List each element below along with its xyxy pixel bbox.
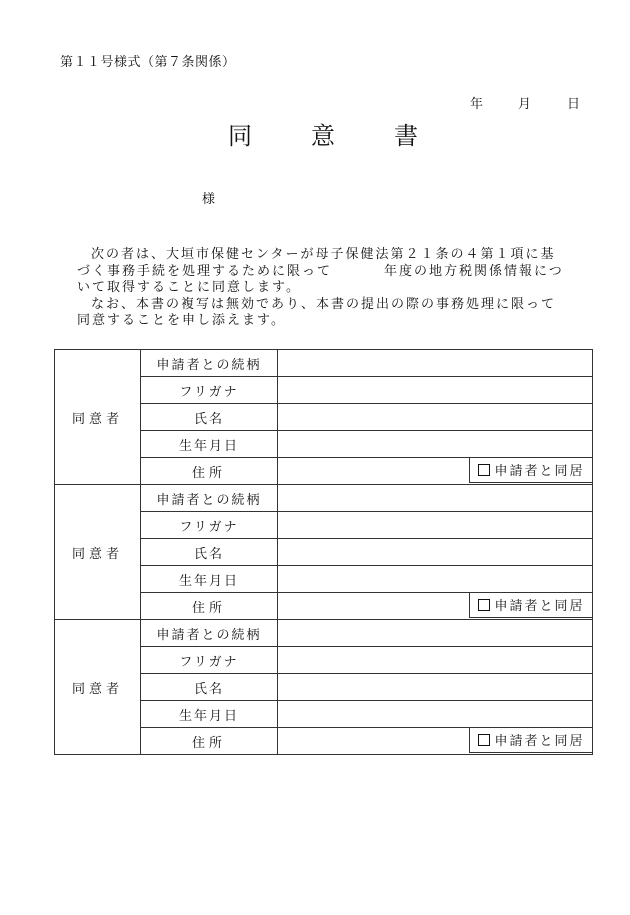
birthdate-field[interactable] [278, 701, 593, 728]
furigana-field[interactable] [278, 377, 593, 404]
body-p2-line1: なお、本書の複写は無効であり、本書の提出の際の事務処理に限って [91, 296, 557, 312]
consenter-group-label: 同意者 [55, 620, 141, 755]
cohabit-label: 申請者と同居 [494, 599, 585, 614]
date-month-label: 月 [518, 97, 532, 112]
consent-body [77, 247, 587, 330]
date-day-label: 日 [567, 97, 581, 112]
furigana-label: フリガナ [141, 647, 278, 674]
form-number: 第１１号様式（第７条関係） [60, 55, 236, 70]
name-field[interactable] [278, 539, 593, 566]
relation-label: 申請者との続柄 [141, 620, 278, 647]
title-char-1: 同 [228, 122, 252, 150]
address-field[interactable] [278, 593, 593, 620]
consenter-group-label: 同意者 [55, 350, 141, 485]
address-label: 住所 [141, 458, 278, 485]
name-field[interactable] [278, 674, 593, 701]
birthdate-label: 生年月日 [141, 701, 278, 728]
name-label: 氏名 [141, 674, 278, 701]
address-field[interactable] [278, 458, 593, 485]
body-p1-line2b: 年度の地方税関係情報につ [384, 263, 564, 279]
address-label: 住所 [141, 593, 278, 620]
birthdate-label: 生年月日 [141, 566, 278, 593]
title-char-3: 書 [394, 122, 418, 150]
relation-field[interactable] [278, 620, 593, 647]
name-label: 氏名 [141, 404, 278, 431]
furigana-label: フリガナ [141, 377, 278, 404]
table-row [55, 620, 593, 647]
table-row [55, 350, 593, 377]
table-row [55, 485, 593, 512]
body-p1-line2a: づく事務手続を処理するために限って [77, 263, 333, 279]
birthdate-field[interactable] [278, 431, 593, 458]
name-field[interactable] [278, 404, 593, 431]
birthdate-field[interactable] [278, 566, 593, 593]
body-p2-line2: 同意することを申し添えます。 [77, 313, 286, 329]
consenter-group-label: 同意者 [55, 485, 141, 620]
relation-label: 申請者との続柄 [141, 350, 278, 377]
furigana-label: フリガナ [141, 512, 278, 539]
relation-label: 申請者との続柄 [141, 485, 278, 512]
checkbox-icon [478, 464, 490, 476]
address-label: 住所 [141, 728, 278, 755]
cohabit-checkbox[interactable] [469, 592, 593, 618]
title-char-2: 意 [311, 122, 335, 150]
cohabit-checkbox[interactable] [469, 457, 593, 483]
checkbox-icon [478, 734, 490, 746]
furigana-field[interactable] [278, 512, 593, 539]
birthdate-label: 生年月日 [141, 431, 278, 458]
furigana-field[interactable] [278, 647, 593, 674]
checkbox-icon [478, 599, 490, 611]
addressee-suffix: 様 [202, 192, 216, 207]
cohabit-checkbox[interactable] [469, 727, 593, 753]
relation-field[interactable] [278, 485, 593, 512]
cohabit-label: 申請者と同居 [494, 464, 585, 479]
body-p1-line3: いて取得することに同意します。 [77, 280, 301, 296]
consent-table [54, 349, 593, 755]
address-field[interactable] [278, 728, 593, 755]
cohabit-label: 申請者と同居 [494, 734, 585, 749]
date-year-label: 年 [470, 97, 484, 112]
name-label: 氏名 [141, 539, 278, 566]
relation-field[interactable] [278, 350, 593, 377]
body-p1-line1: 次の者は、大垣市保健センターが母子保健法第２１条の４第１項に基 [91, 247, 556, 262]
body-p1-line2 [77, 264, 587, 281]
